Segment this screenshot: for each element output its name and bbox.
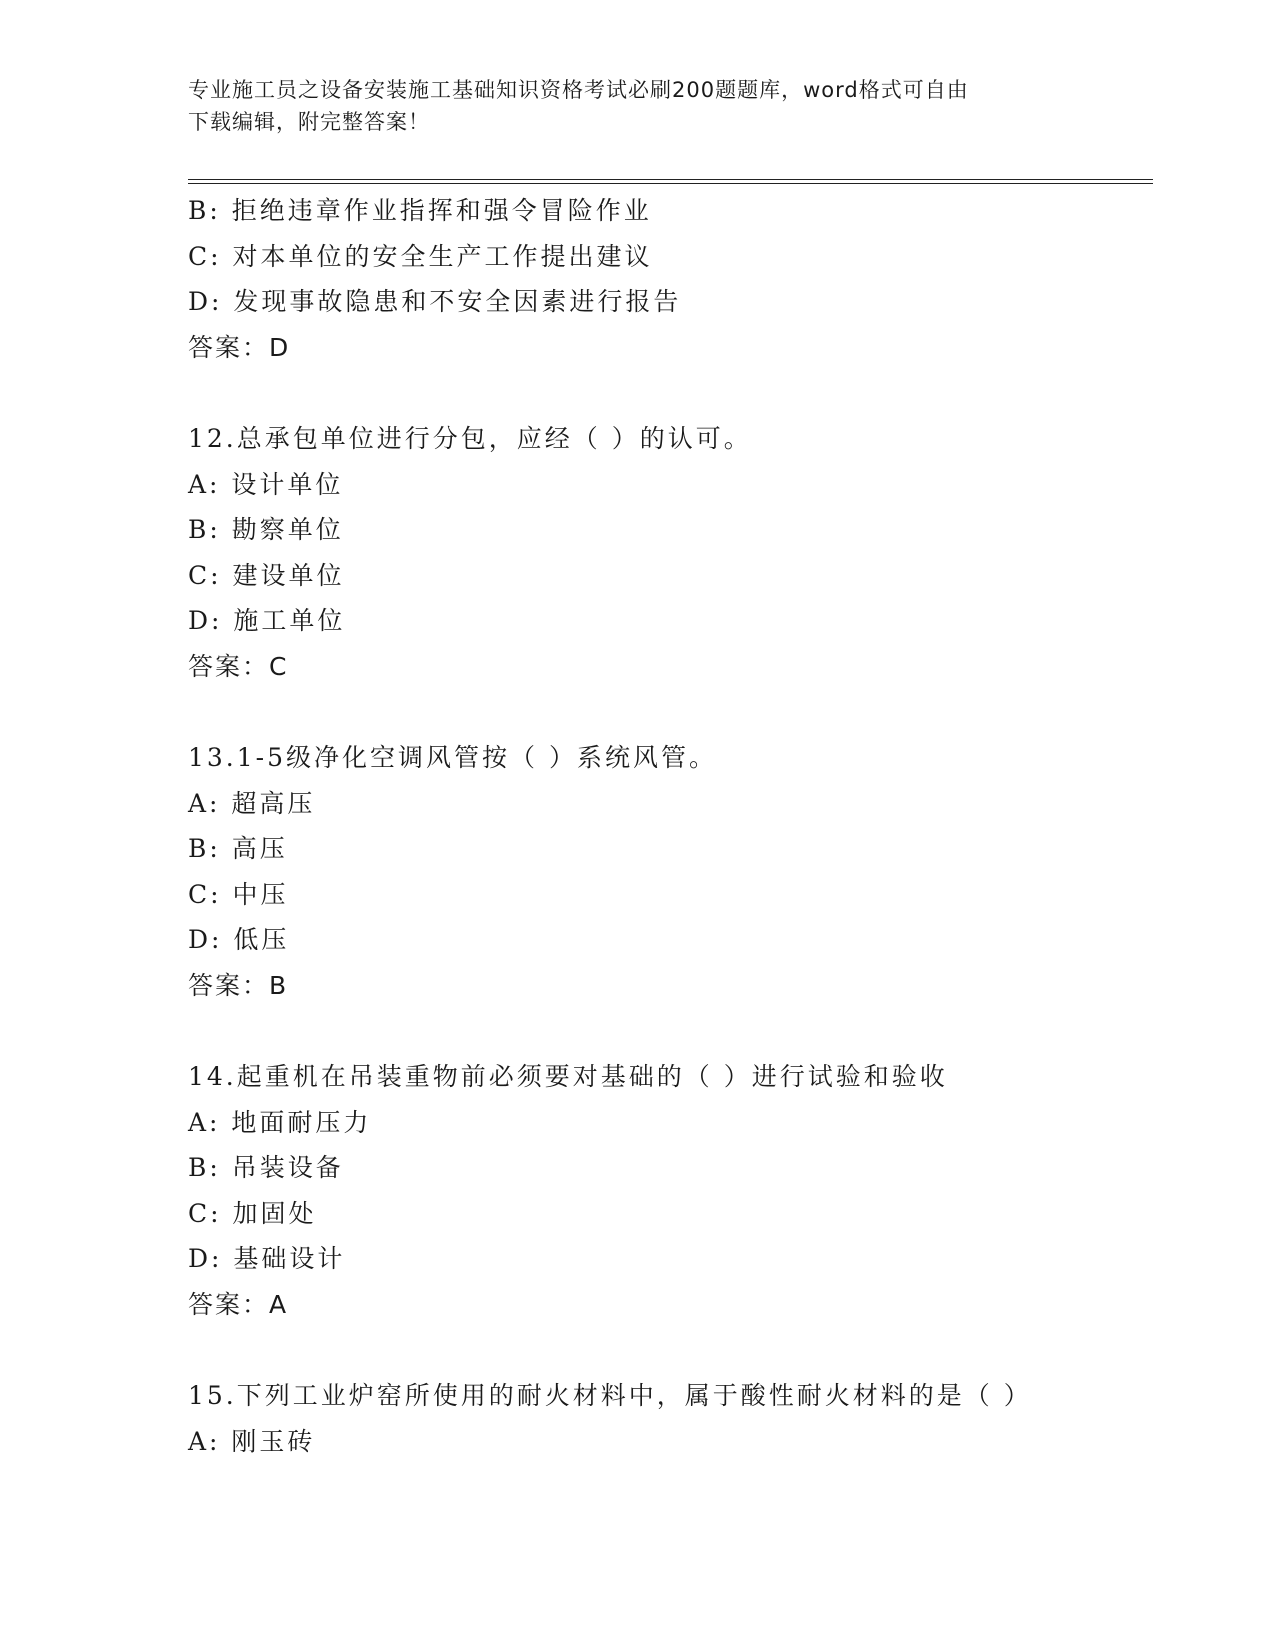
option-a: A: 地面耐压力: [188, 1107, 372, 1137]
question-stem: 13.1-5级净化空调风管按（ ）系统风管。: [188, 743, 717, 772]
option-d: D: 低压: [188, 925, 290, 954]
document-header: [188, 74, 1088, 138]
option-d: D: 发现事故隐患和不安全因素进行报告: [188, 287, 682, 316]
option-d: D: 基础设计: [188, 1244, 346, 1273]
option-c: C: 中压: [188, 879, 289, 909]
option-b: B: 勘察单位: [188, 515, 344, 544]
answer-line: 答案：D: [188, 332, 291, 362]
question-stem: 12.总承包单位进行分包，应经（ ）的认可。: [188, 424, 752, 453]
question-stem: 15.下列工业炉窑所使用的耐火材料中，属于酸性耐火材料的是（ ）: [188, 1381, 1032, 1410]
option-b: B: 高压: [188, 834, 288, 863]
question-block-12: [188, 416, 1153, 689]
header-line-1: 专业施工员之设备安装施工基础知识资格考试必刷200题题库，word格式可自由: [188, 78, 969, 102]
option-a: A: 刚玉砖: [188, 1426, 316, 1456]
answer-line: 答案：B: [188, 970, 289, 1000]
option-b: B: 拒绝违章作业指挥和强令冒险作业: [188, 196, 652, 225]
question-block-previous: [188, 188, 1153, 370]
question-block-14: [188, 1054, 1153, 1327]
answer-line: 答案：A: [188, 1289, 289, 1319]
option-c: C: 加固处: [188, 1198, 317, 1228]
question-stem: 14.起重机在吊装重物前必须要对基础的（ ）进行试验和验收: [188, 1062, 948, 1091]
option-c: C: 建设单位: [188, 560, 345, 590]
question-block-15: [188, 1373, 1153, 1464]
option-c: C: 对本单位的安全生产工作提出建议: [188, 241, 653, 271]
option-d: D: 施工单位: [188, 606, 346, 635]
question-block-13: [188, 735, 1153, 1008]
header-line-2: 下载编辑，附完整答案！: [188, 110, 430, 134]
answer-line: 答案：C: [188, 651, 289, 681]
option-a: A: 设计单位: [188, 469, 344, 499]
option-a: A: 超高压: [188, 788, 316, 818]
header-divider: [188, 179, 1153, 184]
question-list: [188, 188, 1153, 1464]
option-b: B: 吊装设备: [188, 1153, 344, 1182]
